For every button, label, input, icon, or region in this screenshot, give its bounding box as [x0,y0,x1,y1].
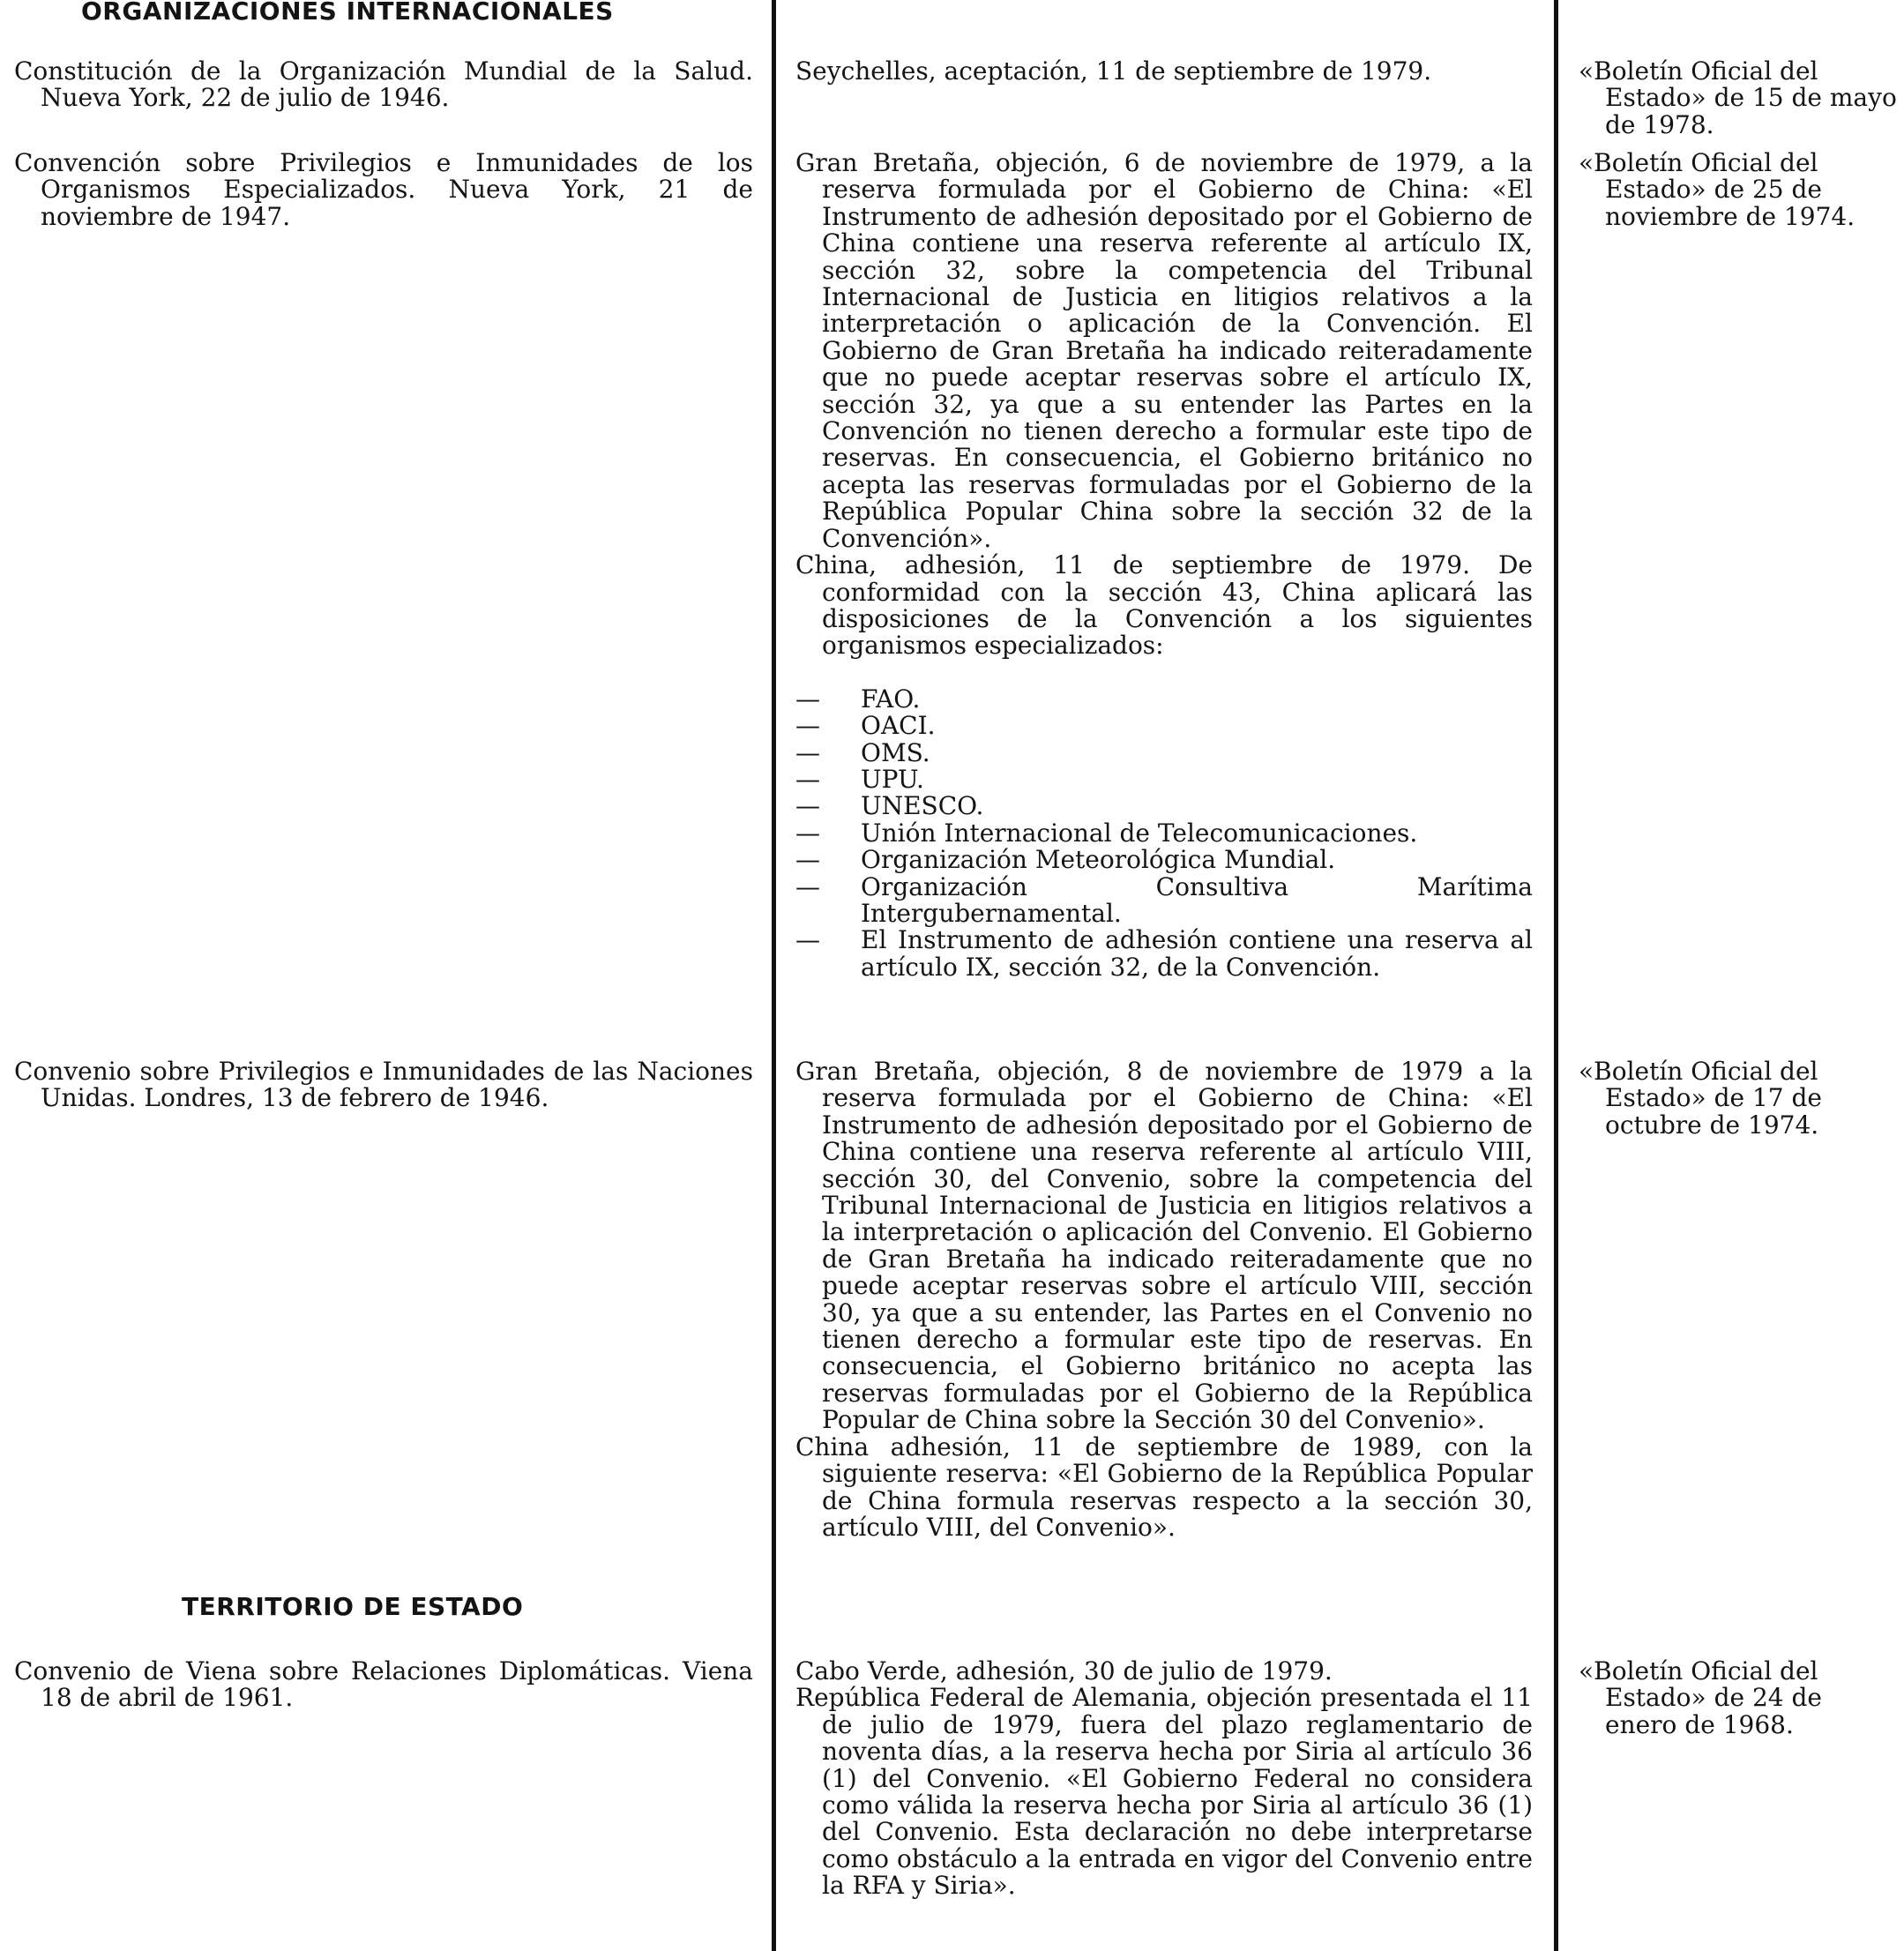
list-item: — Organización Consultiva Marítima Intergubernamental. [795,871,1533,928]
action-text: República Federal de Alemania, objeción presentada el 11 de julio de 1979, fuera del plazo reglamentario de noventa días, a la reserva hecha por Siria al artículo 36 (1) del Convenio. «El Gobierno Federal no considera como válida la reserva hecha por Siria al artículo 36 (1) del Convenio. Esta declaración no debe interpretarse como obstáculo a la entrada en vigor del Convenio entre la RFA y Siria». [795,1683,1533,1901]
list-dash: — [795,818,820,848]
list-item: — FAO. [795,684,921,714]
list-item: — OACI. [795,711,936,741]
section-heading-international-organizations: ORGANIZACIONES INTERNACIONALES [81,0,614,26]
boe-reference: «Boletín Oficial del Estado» de 24 de enero de 1968. [1579,1656,1822,1739]
list-item: — UNESCO. [795,791,984,821]
actions-specialized-agencies [795,150,1533,981]
reference-specialized-agencies [1579,150,1898,230]
treaty-title: Convenio de Viena sobre Relaciones Diplomáticas. Viena 18 de abril de 1961. [14,1656,753,1713]
list-dash: — [795,684,820,714]
boe-reference: «Boletín Oficial del Estado» de 15 de mayo de 1978. [1579,56,1897,139]
action-text: China, adhesión, 11 de septiembre de 1979. De conformidad con la sección 43, China aplicará las disposiciones de la Convención a los siguientes organismos especializados: [795,550,1533,661]
reference-who-constitution [1579,58,1898,138]
list-dash: — [795,791,820,821]
list-item: — UPU. [795,764,924,794]
actions-who-constitution [795,58,1533,85]
list-item: — OMS. [795,737,930,767]
list-dash: — [795,871,820,901]
action-text: Gran Bretaña, objeción, 8 de noviembre de 1979 a la reserva formulada por el Gobierno de China: «El Instrumento de adhesión depositado por el Gobierno de China contiene una reserva referente al artículo VIII, sección 30, del Convenio, sobre la competencia del Tribunal Internacional de Justicia en litigios relativos a la interpretación o aplicación del Convenio. El Gobierno de Gran Bretaña ha indicado reiteradamente que no puede aceptar reservas sobre el artículo VIII, sección 30, ya que a su entender, las Partes en el Convenio no tienen derecho a formular este tipo de reservas. En consecuencia, el Gobierno británico no acepta las reservas formuladas por el Gobierno de la República Popular de China sobre la Sección 30 del Convenio». [795,1057,1533,1435]
list-dash: — [795,711,820,741]
boe-reference: «Boletín Oficial del Estado» de 17 de octubre de 1974. [1579,1057,1822,1140]
list-item: — Organización Meteorológica Mundial. [795,845,1336,875]
list-dash: — [795,737,820,767]
treaty-who-constitution [14,58,753,112]
action-text: Gran Bretaña, objeción, 6 de noviembre de 1979, a la reserva formulada por el Gobierno de China: «El Instrumento de adhesión depositado por el Gobierno de China contiene una reserva referente al artículo IX, sección 32, sobre la competencia del Tribunal Internacional de Justicia en litigios relativos a la interpretación o aplicación de la Convención. El Gobierno de Gran Bretaña ha indicado reiteradamente que no puede aceptar reservas sobre el artículo IX, sección 32, ya que a su entender las Partes en la Convención no tienen derecho a formular este tipo de reservas. En consecuencia, el Gobierno británico no acepta las reservas formuladas por el Gobierno de la República Popular China sobre la sección 32 de la Convención». [795,148,1533,553]
column-rule-right [1554,0,1558,1951]
actions-un-privileges [795,1058,1533,1541]
actions-vienna-diplomatic [795,1658,1533,1900]
column-rule-left [772,0,776,1951]
treaty-title: Convención sobre Privilegios e Inmunidades de los Organismos Especializados. Nueva York, 21 de noviembre de 1947. [14,148,753,231]
reference-un-privileges [1579,1058,1898,1139]
action-text: Cabo Verde, adhesión, 30 de julio de 1979. [795,1656,1333,1686]
treaty-title: Constitución de la Organización Mundial de la Salud. Nueva York, 22 de julio de 1946. [14,56,753,113]
action-text: Seychelles, aceptación, 11 de septiembre de 1979. [795,56,1432,86]
treaty-un-privileges [14,1058,753,1112]
list-dash: — [795,845,820,875]
list-dash: — [795,925,820,955]
section-heading-state-territory: TERRITORIO DE ESTADO [182,1592,524,1621]
list-item: — Unión Internacional de Telecomunicaciones. [795,818,1418,848]
treaty-specialized-agencies [14,150,753,230]
reference-vienna-diplomatic [1579,1658,1898,1738]
treaty-title: Convenio sobre Privilegios e Inmunidades de las Naciones Unidas. Londres, 13 de febrero de 1946. [14,1057,753,1113]
action-text: China adhesión, 11 de septiembre de 1989, con la siguiente reserva: «El Gobierno de la República Popular de China formula reservas respecto a la sección 30, artículo VIII, del Convenio». [795,1431,1533,1542]
treaty-vienna-diplomatic [14,1658,753,1712]
agencies-list [795,686,1533,981]
boe-reference: «Boletín Oficial del Estado» de 25 de noviembre de 1974. [1579,148,1855,231]
list-dash: — [795,764,820,794]
list-item: — El Instrumento de adhesión contiene una reserva al artículo IX, sección 32, de la Convención. [795,925,1533,982]
